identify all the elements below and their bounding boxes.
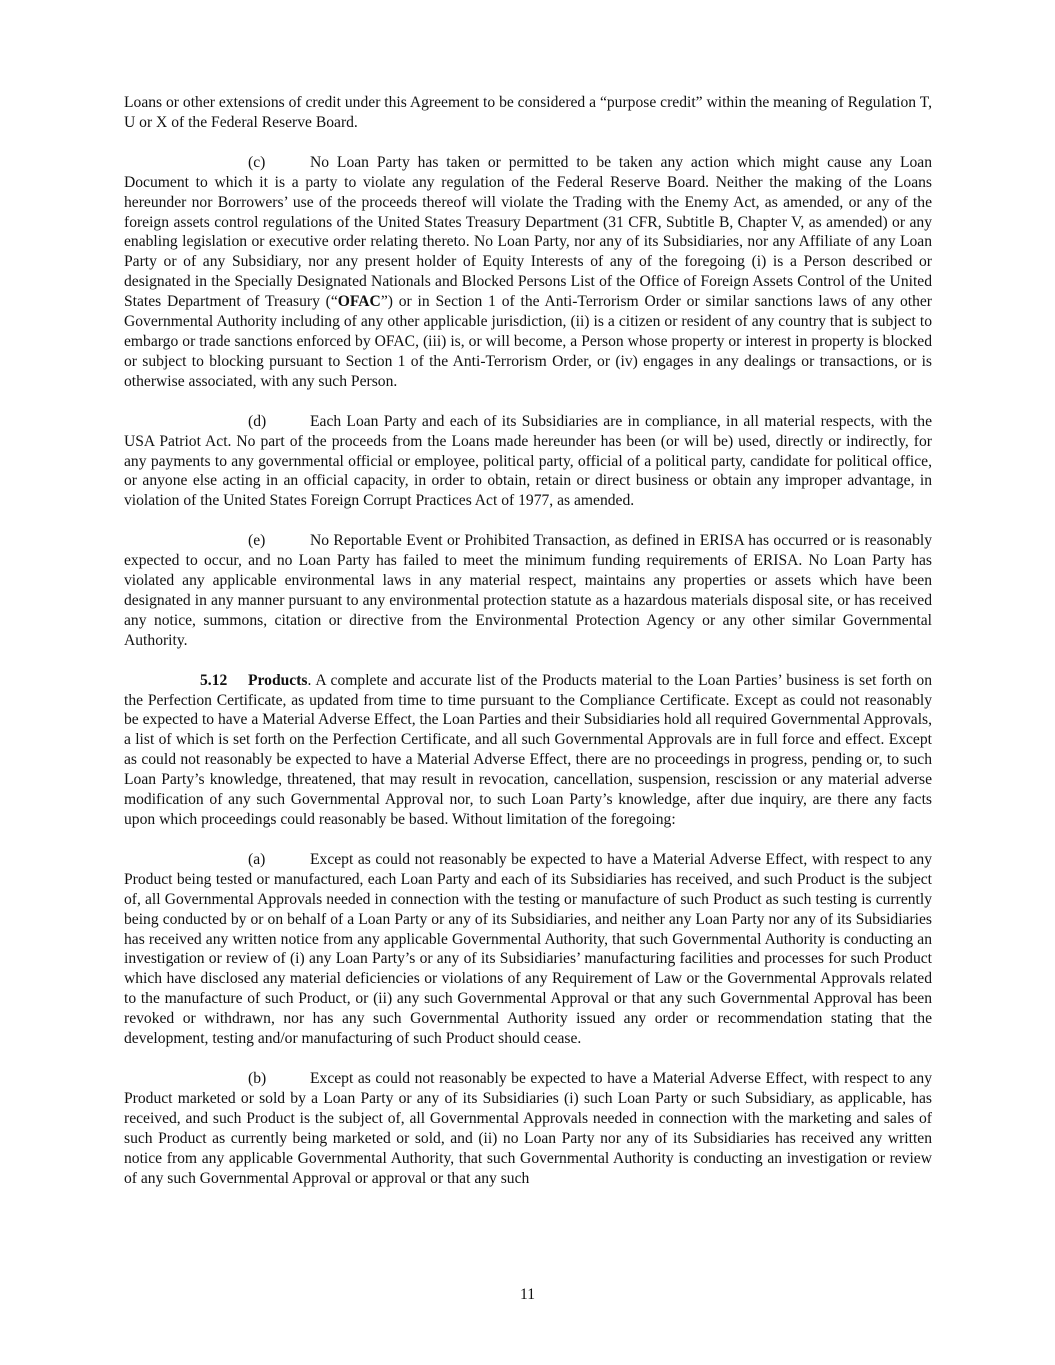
paragraph-c: [124, 153, 932, 392]
document-page: [124, 93, 932, 1208]
paragraph-e-label: (e): [248, 532, 266, 550]
paragraph-e-text: No Reportable Event or Prohibited Transaction, as defined in ERISA has occurred or is reasonably expected to occur, and no Loan Party has failed to meet the minimum funding requirements of ERISA. No Loan Party has violated any applicable environmental laws in any material respect, maintains any properties or assets which have been designated in any manner pursuant to any environmental protection statute as a hazardous materials disposal site, or has received any notice, summons, citation or directive from the Environmental Protection Agency or any other similar Governmental Authority.: [124, 532, 932, 649]
section-5-12-text: . A complete and accurate list of the Products material to the Loan Parties’ business is set forth on the Perfection Certificate, as updated from time to time pursuant to the Compliance Certificate. Except as could not reasonably be expected to have a Material Adverse Effect, the Loan Parties and their Subsidiaries hold all required Governmental Approvals, a list of which is set forth on the Perfection Certificate, and all such Governmental Approvals are in full force and effect. Except as could not reasonably be expected to have a Material Adverse Effect, there are no proceedings in progress, pending or, to such Loan Party’s knowledge, threatened, that may result in revocation, cancellation, suspension, rescission or any material adverse modification of any such Governmental Approval nor, to such Loan Party’s knowledge, after due inquiry, are there any facts upon which proceedings could reasonably be based. Without limitation of the foregoing:: [124, 671, 932, 828]
paragraph-a-text: Except as could not reasonably be expected to have a Material Adverse Effect, with respect to any Product being tested or manufactured, each Loan Party and each of its Subsidiaries has received, and such Product is the subject of, all Governmental Approvals needed in connection with the testing or manufacture of such Product as such testing is currently being conducted by or on behalf of a Loan Party or any of its Subsidiaries, and neither any Loan Party nor any of its Subsidiaries has received any written notice from any applicable Governmental Authority, that such Governmental Authority is conducting an investigation or review of (i) any Loan Party’s or any of its Subsidiaries’ manufacturing facilities and processes for such Product which have disclosed any material deficiencies or violations of any Requirement of Law or the Governmental Approvals related to the manufacture of such Product, or (ii) any such Governmental Approval or that any such Governmental Approval has been revoked or withdrawn, nor has any such Governmental Authority issued any order or recommendation stating that the development, testing and/or manufacturing of such Product should cease.: [124, 850, 932, 1048]
paragraph-c-text-1: No Loan Party has taken or permitted to be taken any action which might cause any Loan Document to which it is a party to violate any regulation of the Federal Reserve Board. Neither the making of the Loans hereunder nor Borrowers’ use of the proceeds thereof will violate the Trading with the Enemy Act, as amended, or any of the foreign assets control regulations of the United States Treasury Department (31 CFR, Subtitle B, Chapter V, as amended) or any enabling legislation or executive order relating thereto. No Loan Party, nor any of its Subsidiaries, nor any Affiliate of any Loan Party or of any Subsidiary, nor any present holder of Equity Interests of any of the foregoing (i) is a Person described or designated in the Specially Designated Nationals and Blocked Persons List of the Office of Foreign Assets Control of the United States Department of Treasury (“: [124, 153, 932, 311]
paragraph-a: [124, 850, 932, 1049]
paragraph-e: [124, 531, 932, 650]
intro-paragraph: Loans or other extensions of credit under this Agreement to be considered a “purpose credit” within the meaning of Regulation T, U or X of the Federal Reserve Board.: [124, 94, 932, 131]
paragraph-a-label: (a): [248, 850, 266, 868]
paragraph-b-text: Except as could not reasonably be expected to have a Material Adverse Effect, with respect to any Product marketed or sold by a Loan Party or any of its Subsidiaries (i) such Loan Party or such Subsidiary, as applicable, has received, and such Product is the subject of, all Governmental Approvals needed in connection with the marketing and sales of such Product as currently being marketed or sold, and (ii) no Loan Party nor any of its Subsidiaries has received any written notice from any applicable Governmental Authority, that such Governmental Authority is conducting an investigation or review of any such Governmental Approval or approval or that any such: [124, 1069, 932, 1187]
section-5-12: [124, 671, 932, 830]
section-number: 5.12: [200, 671, 228, 689]
section-title: Products: [248, 671, 308, 689]
paragraph-d-text: Each Loan Party and each of its Subsidiaries are in compliance, in all material respects, with the USA Patriot Act. No part of the proceeds from the Loans made hereunder has been (or will be) used, directly or indirectly, for any payments to any governmental official or employee, political party, official of a political party, candidate for political office, or anyone else acting in an official capacity, in order to obtain, retain or direct business or obtain any improper advantage, in violation of the United States Foreign Corrupt Practices Act of 1977, as amended.: [124, 412, 932, 510]
paragraph-b: [124, 1069, 932, 1188]
paragraph-d-label: (d): [248, 412, 267, 430]
paragraph-c-label: (c): [248, 153, 266, 171]
paragraph-c-text-2: ”) or in Section 1 of the Anti-Terrorism Order or similar sanctions laws of any other Governmental Authority including of any other applicable jurisdiction, (ii) is a citizen or resident of any country that is subject to embargo or trade sanctions enforced by OFAC, (iii) is, or will become, a Person whose property or interest in property is blocked or subject to blocking pursuant to Section 1 of the Anti-Terrorism Order, or (iv) engages in any dealings or transactions, or is otherwise associated, with any such Person.: [124, 293, 932, 390]
paragraph-d: [124, 412, 932, 512]
paragraph-b-label: (b): [248, 1069, 267, 1087]
ofac-term: OFAC: [337, 293, 381, 311]
page-number: 11: [519, 1286, 535, 1303]
